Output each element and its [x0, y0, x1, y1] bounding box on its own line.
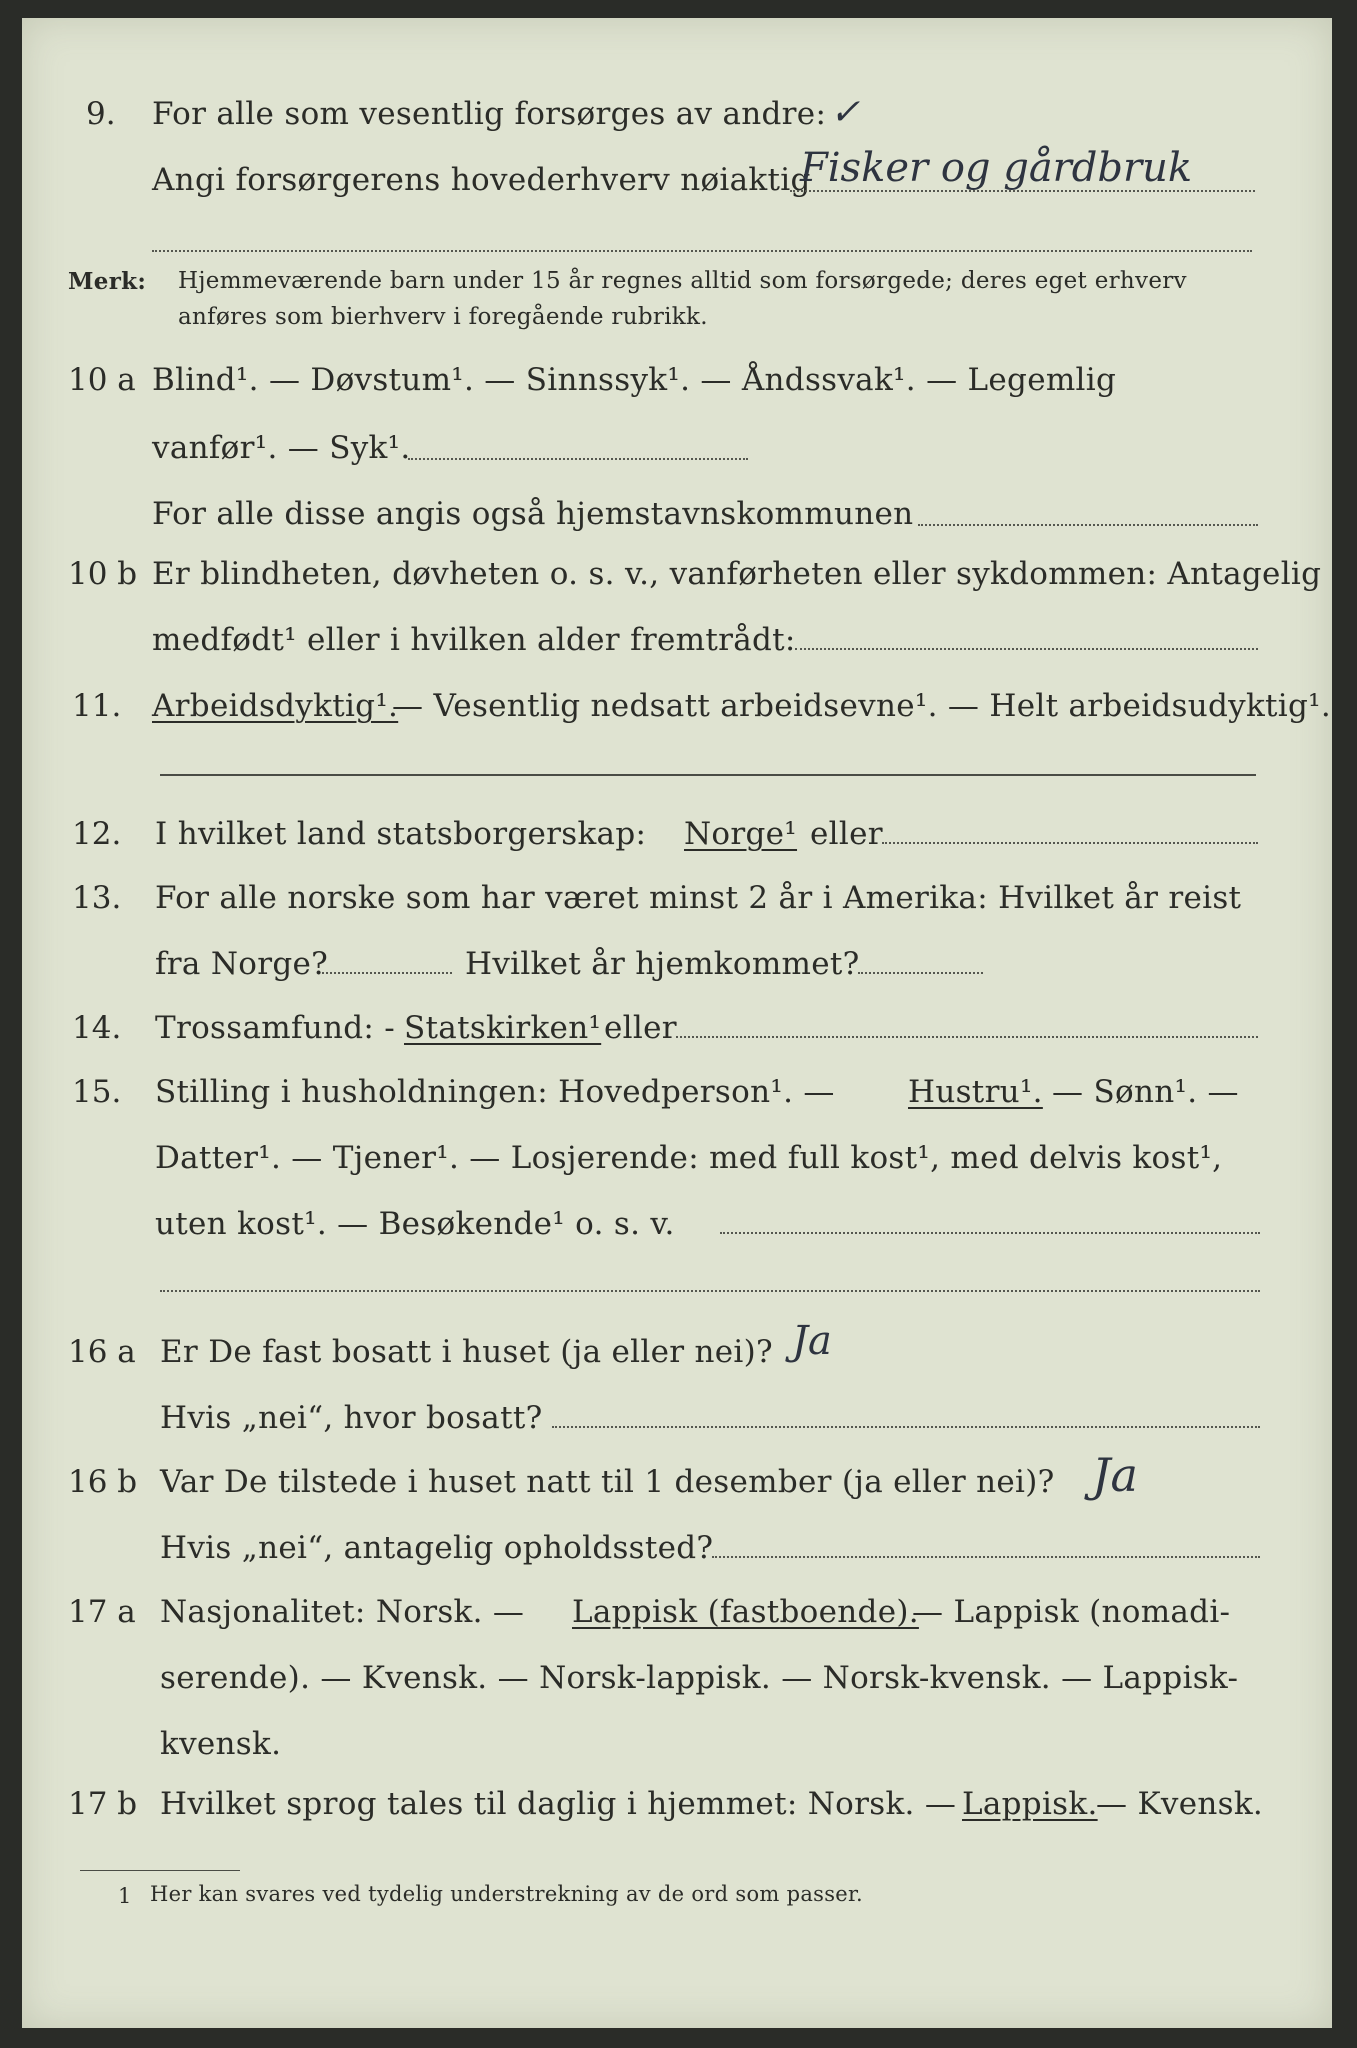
q13-reist-line: [322, 972, 452, 974]
q9-answer-mark: ✓: [830, 92, 861, 133]
footnote-rule: [80, 1870, 240, 1871]
q12-text: I hvilket land statsborgerskap:: [155, 816, 647, 852]
q10a-number: 10 a: [68, 362, 136, 398]
q12-number: 12.: [72, 816, 122, 852]
q10a-line3: For alle disse angis også hjemstavnskommunen: [152, 496, 914, 532]
q16b-number: 16 b: [68, 1464, 138, 1500]
q15-line1b: — Sønn¹. —: [1052, 1074, 1239, 1110]
q16a-number: 16 a: [68, 1334, 136, 1370]
merk-label: Merk:: [68, 268, 147, 295]
q10b-line1: Er blindheten, døvheten o. s. v., vanførheten eller sykdommen: Antagelig: [152, 556, 1322, 592]
q11-rest: — Vesentlig nedsatt arbeidsevne¹. — Helt arbeidsudyktig¹.: [392, 688, 1332, 724]
q13-line2b: Hvilket år hjemkommet?: [465, 946, 860, 982]
q10b-answer-line: [795, 648, 1258, 650]
q9-answer-line: [790, 190, 1255, 192]
q9-answer: Fisker og gårdbruk: [800, 145, 1193, 191]
q15-answer-line: [720, 1232, 1260, 1234]
q12-rest: eller: [810, 816, 883, 852]
q12-answer-line: [882, 842, 1258, 844]
q15-line1a: Stilling i husholdningen: Hovedperson¹. —: [155, 1074, 835, 1110]
q16b-opholdssted-line: [712, 1556, 1260, 1558]
q13-number: 13.: [72, 880, 122, 916]
q10b-line2: medfødt¹ eller i hvilken alder fremtrådt:: [152, 622, 796, 658]
q16b-line1: Var De tilstede i huset natt til 1 desember (ja eller nei)?: [160, 1464, 1055, 1500]
q16b-line2: Hvis „nei“, antagelig opholdssted?: [160, 1530, 714, 1566]
q13-hjemkommet-line: [858, 972, 983, 974]
merk-line2: anføres som bierhverv i foregående rubrikk.: [178, 304, 708, 330]
q17a-line3: kvensk.: [160, 1726, 282, 1762]
q14-rest: eller: [604, 1010, 677, 1046]
q11-option-arbeidsdyktig: Arbeidsdyktig¹.: [152, 688, 399, 724]
q17b-line1b: — Kvensk.: [1096, 1786, 1264, 1822]
q17b-option-lappisk: Lappisk.: [962, 1786, 1098, 1822]
q11-number: 11.: [72, 688, 122, 724]
q14-option-statskirken: Statskirken¹: [404, 1010, 602, 1046]
q9-blank-line: [152, 250, 1252, 252]
q14-text: Trossamfund: -: [155, 1010, 396, 1046]
q17b-number: 17 b: [68, 1786, 138, 1822]
q10a-hjemstavn-line: [918, 524, 1258, 526]
q9-line2: Angi forsørgerens hovederhverv nøiaktig: [152, 162, 811, 198]
q10a-syk-line: [408, 458, 748, 460]
q16a-line1: Er De fast bosatt i huset (ja eller nei)?: [160, 1334, 773, 1370]
q9-number: 9.: [86, 96, 116, 132]
q17a-line2: serende). — Kvensk. — Norsk-lappisk. — Norsk-kvensk. — Lappisk-: [160, 1660, 1239, 1696]
q17b-line1a: Hvilket sprog tales til daglig i hjemmet: Norsk. —: [160, 1786, 957, 1822]
q15-number: 15.: [72, 1074, 122, 1110]
q17a-option-lappisk-fastboende: Lappisk (fastboende).: [572, 1594, 919, 1630]
q16a-line2: Hvis „nei“, hvor bosatt?: [160, 1400, 543, 1436]
q10a-line1: Blind¹. — Døvstum¹. — Sinnssyk¹. — Åndssvak¹. — Legemlig: [152, 362, 1117, 398]
q13-line2a: fra Norge?: [155, 946, 329, 982]
q13-line1: For alle norske som har været minst 2 år i Amerika: Hvilket år reist: [155, 880, 1242, 916]
q15-line2: Datter¹. — Tjener¹. — Losjerende: med full kost¹, med delvis kost¹,: [155, 1140, 1223, 1176]
q10b-number: 10 b: [68, 556, 138, 592]
footnote-text: Her kan svares ved tydelig understrekning av de ord som passer.: [150, 1882, 864, 1906]
q16a-bosatt-line: [552, 1426, 1260, 1428]
q16a-answer: Ja: [792, 1318, 832, 1364]
q16b-answer: Ja: [1092, 1448, 1138, 1502]
q10a-line2: vanfør¹. — Syk¹.: [152, 430, 411, 466]
footnote-mark: 1: [118, 1884, 132, 1908]
q17a-line1a: Nasjonalitet: Norsk. —: [160, 1594, 525, 1630]
q17a-line1b: — Lappisk (nomadi-: [912, 1594, 1231, 1630]
q15-option-hustru: Hustru¹.: [908, 1074, 1043, 1110]
q15-line3: uten kost¹. — Besøkende¹ o. s. v.: [155, 1206, 675, 1242]
q9-line1: For alle som vesentlig forsørges av andre:: [152, 96, 827, 132]
q15-blank-line: [160, 1290, 1260, 1292]
q14-answer-line: [676, 1036, 1258, 1038]
q11-rule: [160, 774, 1256, 776]
q17a-number: 17 a: [68, 1594, 136, 1630]
q12-option-norge: Norge¹: [684, 816, 798, 852]
merk-line1: Hjemmeværende barn under 15 år regnes alltid som forsørgede; deres eget erhverv: [178, 268, 1187, 294]
q14-number: 14.: [72, 1010, 122, 1046]
